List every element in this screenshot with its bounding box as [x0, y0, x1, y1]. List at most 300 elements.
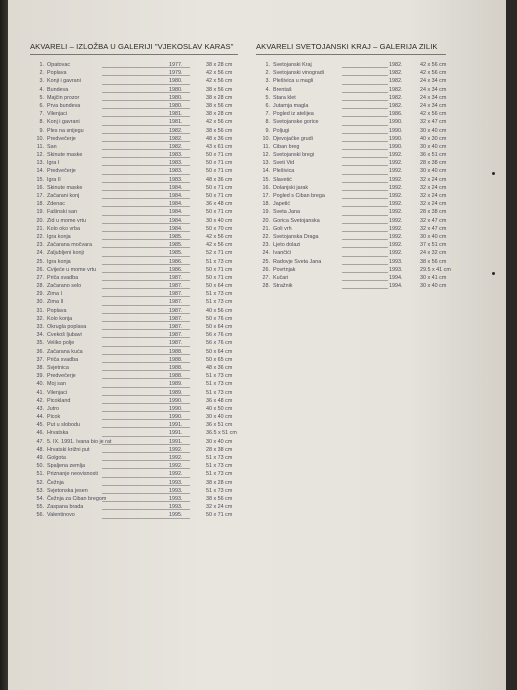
artwork-year: 1982.: [169, 135, 183, 142]
artwork-row: [256, 110, 502, 118]
pin-hole-mark: [492, 172, 495, 175]
artwork-title: Začarani konj: [47, 193, 80, 199]
artwork-dimensions: 36 x 48 cm: [206, 201, 233, 208]
left-column-heading: AKVARELI – IZLOŽBA U GALERIJI "VJEKOSLAV KARAS": [30, 42, 234, 51]
artwork-row: [30, 323, 252, 331]
artwork-number: 12.: [262, 152, 270, 159]
artwork-title: Predvečerje: [47, 135, 76, 142]
artwork-dimensions: 38 x 56 cm: [206, 102, 233, 109]
artwork-title: Konj i gavrani: [47, 119, 80, 126]
artwork-year: 1982.: [389, 86, 403, 93]
artwork-number: 14.: [36, 168, 44, 175]
artwork-row: [256, 258, 502, 266]
artwork-row: [30, 110, 252, 118]
artwork-year: 1981.: [169, 119, 183, 126]
artwork-number: 25.: [262, 258, 270, 265]
artwork-dimensions: 32 x 24 cm: [420, 201, 447, 208]
artwork-row: [256, 249, 502, 257]
artwork-number: 54.: [36, 495, 44, 502]
artwork-dimensions: 42 x 56 cm: [206, 70, 233, 77]
artwork-title: Spaljena zemlja: [47, 463, 86, 470]
artwork-row: [30, 135, 252, 143]
artwork-dimensions: 28 x 38 cm: [420, 160, 447, 167]
pin-hole-mark: [492, 272, 495, 275]
artwork-dimensions: 32 x 24 cm: [420, 184, 447, 191]
artwork-dimensions: 30 x 41 cm: [420, 274, 447, 281]
artwork-dimensions: 56 x 76 cm: [206, 340, 233, 347]
right-artwork-list: [256, 61, 502, 290]
artwork-row: [256, 77, 502, 85]
artwork-year: 1992.: [169, 446, 183, 453]
artwork-number: 13.: [262, 160, 270, 167]
artwork-title: Hrvatska: [47, 430, 69, 437]
artwork-dimensions: 36.5 x 51 cm: [206, 430, 237, 437]
artwork-year: 1979.: [169, 70, 183, 77]
artwork-number: 56.: [36, 512, 44, 519]
artwork-number: 33.: [36, 324, 44, 330]
artwork-title: Skinute maske: [47, 152, 83, 159]
artwork-dimensions: 38 x 56 cm: [206, 86, 233, 93]
artwork-number: 28.: [262, 283, 270, 290]
artwork-row: [256, 167, 502, 175]
artwork-title: Opatovac: [47, 62, 71, 68]
artwork-year: 1986.: [169, 258, 183, 265]
artwork-year: 1995.: [169, 512, 183, 519]
artwork-number: 48.: [36, 446, 44, 453]
artwork-year: 1987.: [169, 315, 183, 322]
artwork-dimensions: 50 x 71 cm: [206, 512, 233, 519]
artwork-row: [256, 151, 502, 159]
artwork-dimensions: 32 x 47 cm: [420, 217, 447, 224]
artwork-dimensions: 24 x 34 cm: [420, 78, 447, 85]
artwork-year: 1986.: [169, 266, 183, 273]
artwork-dimensions: 51 x 73 cm: [206, 258, 233, 265]
artwork-row: [30, 372, 252, 380]
artwork-row: [256, 118, 502, 126]
artwork-row: [256, 176, 502, 184]
artwork-number: 17.: [36, 193, 44, 199]
artwork-title: Kučari: [273, 274, 289, 281]
artwork-year: 1993.: [389, 266, 403, 273]
artwork-year: 1990.: [389, 127, 403, 134]
artwork-title: Zaljubljeni konji: [47, 250, 84, 257]
leader-line: [342, 239, 388, 240]
artwork-year: 1992.: [389, 225, 403, 232]
artwork-title: Jutarnja magla: [273, 102, 309, 109]
artwork-year: 1991.: [169, 430, 183, 437]
left-artwork-list: [30, 61, 252, 520]
artwork-title: Igra II: [47, 176, 61, 183]
artwork-dimensions: 51 x 73 cm: [206, 381, 233, 388]
artwork-row: [256, 61, 502, 69]
artwork-year: 1992.: [389, 176, 403, 183]
artwork-number: 30.: [36, 299, 44, 306]
artwork-number: 9.: [39, 127, 44, 134]
artwork-dimensions: 50 x 71 cm: [206, 193, 233, 199]
artwork-number: 27.: [36, 274, 44, 281]
artwork-year: 1977.: [169, 62, 183, 68]
artwork-number: 15.: [262, 176, 270, 183]
artwork-dimensions: 32 x 24 cm: [420, 193, 447, 199]
artwork-dimensions: 50 x 64 cm: [206, 324, 233, 330]
artwork-year: 1980.: [169, 86, 183, 93]
leader-line: [342, 272, 388, 273]
artwork-row: [256, 184, 502, 192]
artwork-year: 1992.: [389, 193, 403, 199]
artwork-title: Svetojanska Draga: [273, 233, 319, 240]
artwork-number: 2.: [39, 70, 44, 77]
artwork-row: [30, 258, 252, 266]
artwork-dimensions: 38 x 56 cm: [420, 258, 447, 265]
artwork-number: 10.: [262, 135, 270, 142]
artwork-title: Cvekoš ljubavi: [47, 332, 82, 339]
artwork-number: 7.: [39, 111, 44, 118]
leader-line: [342, 165, 388, 166]
artwork-number: 45.: [36, 422, 44, 429]
right-column-heading: AKVARELI SVETOJANSKI KRAJ – GALERIJA ZILIK: [256, 42, 438, 51]
artwork-title: Pogled s Ciban brega: [273, 193, 325, 199]
artwork-dimensions: 38 x 56 cm: [206, 495, 233, 502]
artwork-dimensions: 50 x 71 cm: [206, 184, 233, 191]
artwork-number: 5.: [39, 94, 44, 101]
artwork-dimensions: 42 x 56 cm: [420, 62, 447, 68]
artwork-dimensions: 50 x 70 cm: [206, 225, 233, 232]
artwork-row: [30, 151, 252, 159]
artwork-row: [30, 298, 252, 306]
artwork-number: 51.: [36, 471, 44, 478]
artwork-row: [30, 77, 252, 85]
artwork-year: 1987.: [169, 332, 183, 339]
leader-line: [342, 182, 388, 183]
artwork-row: [30, 356, 252, 364]
leader-line: [342, 141, 388, 142]
artwork-row: [256, 282, 502, 290]
artwork-title: Zima I: [47, 291, 62, 298]
artwork-dimensions: 32 x 24 cm: [420, 176, 447, 183]
artwork-year: 1990.: [169, 414, 183, 421]
artwork-title: Sveti Vid: [273, 160, 295, 167]
artwork-year: 1983.: [169, 176, 183, 183]
artwork-dimensions: 50 x 76 cm: [206, 315, 233, 322]
artwork-title: Goli vrh: [273, 225, 292, 232]
artwork-row: [256, 225, 502, 233]
artwork-dimensions: 30 x 40 cm: [420, 168, 447, 175]
artwork-dimensions: 30 x 40 cm: [420, 283, 447, 290]
artwork-year: 1987.: [169, 299, 183, 306]
artwork-number: 14.: [262, 168, 270, 175]
artwork-row: [30, 102, 252, 110]
artwork-number: 8.: [39, 119, 44, 126]
artwork-row: [30, 192, 252, 200]
artwork-row: [30, 364, 252, 372]
artwork-row: [256, 200, 502, 208]
leader-line: [342, 280, 388, 281]
artwork-number: 16.: [262, 184, 270, 191]
catalog-page: [8, 0, 506, 690]
artwork-dimensions: 38 x 28 cm: [206, 62, 233, 68]
artwork-number: 26.: [36, 266, 44, 273]
artwork-title: Stara klet: [273, 94, 296, 101]
artwork-year: 1990.: [389, 119, 403, 126]
artwork-row: [256, 208, 502, 216]
artwork-year: 1984.: [169, 193, 183, 199]
artwork-year: 1984.: [169, 217, 183, 224]
artwork-dimensions: 56 x 76 cm: [206, 332, 233, 339]
artwork-row: [256, 159, 502, 167]
artwork-title: Priznanje neovisnosti: [47, 471, 98, 478]
artwork-year: 1993.: [169, 479, 183, 486]
artwork-row: [30, 405, 252, 413]
artwork-row: [30, 454, 252, 462]
artwork-number: 24.: [262, 250, 270, 257]
artwork-row: [30, 397, 252, 405]
artwork-year: 1982.: [169, 127, 183, 134]
artwork-number: 6.: [39, 102, 44, 109]
artwork-row: [30, 413, 252, 421]
artwork-year: 1990.: [169, 405, 183, 412]
artwork-title: Poplava: [47, 307, 67, 314]
leader-line: [342, 92, 388, 93]
artwork-row: [30, 249, 252, 257]
artwork-title: Prva bundeva: [47, 102, 81, 109]
artwork-year: 1989.: [169, 389, 183, 396]
artwork-title: Plešivica u magli: [273, 78, 314, 85]
artwork-title: Skinute maske: [47, 184, 83, 191]
artwork-title: Kolo oko vrba: [47, 225, 80, 232]
artwork-number: 22.: [36, 233, 44, 240]
artwork-number: 13.: [36, 160, 44, 167]
artwork-year: 1992.: [389, 209, 403, 216]
artwork-title: Igra konja: [47, 258, 71, 265]
artwork-number: 31.: [36, 307, 44, 314]
artwork-dimensions: 29.5 x 41 cm: [420, 266, 451, 273]
artwork-year: 1982.: [389, 70, 403, 77]
artwork-title: Bundeva: [47, 86, 69, 93]
artwork-number: 41.: [36, 389, 44, 396]
artwork-year: 1985.: [169, 242, 183, 249]
artwork-year: 1986.: [389, 111, 403, 118]
artwork-title: Poljugi: [273, 127, 290, 134]
artwork-row: [30, 225, 252, 233]
artwork-year: 1992.: [389, 152, 403, 159]
artwork-title: Brentaš: [273, 86, 292, 93]
right-heading-underline: [256, 54, 446, 55]
artwork-dimensions: 40 x 30 cm: [420, 135, 447, 142]
artwork-row: [256, 135, 502, 143]
artwork-title: Zima II: [47, 299, 64, 306]
artwork-year: 1980.: [169, 78, 183, 85]
artwork-row: [30, 86, 252, 94]
artwork-row: [30, 118, 252, 126]
artwork-number: 22.: [262, 233, 270, 240]
artwork-number: 21.: [36, 225, 44, 232]
artwork-year: 1992.: [389, 250, 403, 257]
artwork-title: Povrtnjak: [273, 266, 296, 273]
artwork-year: 1988.: [169, 364, 183, 371]
artwork-dimensions: 30 x 40 cm: [206, 438, 233, 445]
artwork-row: [30, 495, 252, 503]
artwork-row: [30, 503, 252, 511]
artwork-dimensions: 36 x 51 cm: [206, 422, 233, 429]
artwork-dimensions: 30 x 40 cm: [420, 127, 447, 134]
leader-line: [342, 133, 388, 134]
artwork-dimensions: 51 x 73 cm: [206, 373, 233, 380]
artwork-year: 1992.: [389, 201, 403, 208]
artwork-year: 1984.: [169, 184, 183, 191]
artwork-title: Ciban breg: [273, 143, 300, 150]
artwork-number: 20.: [36, 217, 44, 224]
artwork-title: Veliko polje: [47, 340, 75, 347]
artwork-number: 26.: [262, 266, 270, 273]
artwork-dimensions: 50 x 71 cm: [206, 209, 233, 216]
artwork-row: [30, 274, 252, 282]
artwork-year: 1990.: [169, 397, 183, 404]
artwork-row: [256, 241, 502, 249]
artwork-number: 50.: [36, 463, 44, 470]
artwork-year: 1987.: [169, 324, 183, 330]
leader-line: [342, 198, 388, 199]
artwork-dimensions: 24 x 32 cm: [420, 250, 447, 257]
artwork-year: 1982.: [389, 102, 403, 109]
artwork-number: 4.: [39, 86, 44, 93]
artwork-year: 1990.: [389, 143, 403, 150]
artwork-number: 18.: [262, 201, 270, 208]
artwork-row: [30, 217, 252, 225]
leader-line: [342, 247, 388, 248]
artwork-title: Stražnik: [273, 283, 293, 290]
artwork-year: 1988.: [169, 348, 183, 355]
artwork-title: Konji i gavrani: [47, 78, 81, 85]
artwork-number: 47.: [36, 438, 44, 445]
artwork-year: 1993.: [169, 504, 183, 511]
artwork-number: 29.: [36, 291, 44, 298]
artwork-number: 19.: [36, 209, 44, 216]
artwork-title: Okrugla poplava: [47, 324, 87, 330]
artwork-dimensions: 32 x 47 cm: [420, 225, 447, 232]
artwork-number: 6.: [265, 102, 270, 109]
artwork-dimensions: 30 x 40 cm: [206, 414, 233, 421]
artwork-title: Vilenjaci: [47, 389, 67, 396]
artwork-year: 1980.: [169, 102, 183, 109]
artwork-title: Ivančići: [273, 250, 291, 257]
artwork-number: 16.: [36, 184, 44, 191]
artwork-title: Picok: [47, 414, 61, 421]
artwork-number: 8.: [265, 119, 270, 126]
artwork-number: 19.: [262, 209, 270, 216]
artwork-year: 1983.: [169, 152, 183, 159]
artwork-number: 44.: [36, 414, 44, 421]
artwork-year: 1980.: [169, 94, 183, 101]
artwork-title: Radovje Sveta Jana: [273, 258, 322, 265]
artwork-number: 25.: [36, 258, 44, 265]
artwork-number: 36.: [36, 348, 44, 355]
artwork-title: Golgota: [47, 455, 66, 461]
artwork-number: 42.: [36, 397, 44, 404]
artwork-number: 21.: [262, 225, 270, 232]
artwork-dimensions: 40 x 56 cm: [206, 307, 233, 314]
artwork-dimensions: 28 x 38 cm: [206, 446, 233, 453]
artwork-dimensions: 32 x 24 cm: [206, 504, 233, 511]
artwork-dimensions: 50 x 64 cm: [206, 283, 233, 290]
artwork-number: 15.: [36, 176, 44, 183]
artwork-year: 1992.: [389, 184, 403, 191]
artwork-dimensions: 50 x 71 cm: [206, 274, 233, 281]
artwork-row: [30, 200, 252, 208]
artwork-year: 1988.: [169, 356, 183, 363]
artwork-number: 52.: [36, 479, 44, 486]
artwork-dimensions: 36 x 51 cm: [420, 152, 447, 159]
leader-line: [342, 174, 388, 175]
artwork-year: 1994.: [389, 274, 403, 281]
leader-line: [342, 206, 388, 207]
artwork-year: 1984.: [169, 225, 183, 232]
leader-line: [342, 256, 388, 257]
artwork-dimensions: 30 x 40 cm: [420, 233, 447, 240]
leader-line: [342, 223, 388, 224]
artwork-number: 20.: [262, 217, 270, 224]
artwork-row: [256, 94, 502, 102]
artwork-number: 3.: [265, 78, 270, 85]
artwork-number: 23.: [36, 242, 44, 249]
artwork-title: Hrvatski križni put: [47, 446, 90, 453]
artwork-dimensions: 42 x 56 cm: [206, 242, 233, 249]
artwork-row: [30, 380, 252, 388]
leader-line: [342, 288, 388, 289]
artwork-dimensions: 50 x 71 cm: [206, 160, 233, 167]
artwork-title: Ples na snijegu: [47, 127, 84, 134]
artwork-title: Svetojanski vinogradi: [273, 70, 324, 77]
artwork-year: 1994.: [389, 283, 403, 290]
artwork-year: 1992.: [169, 471, 183, 478]
artwork-number: 5.: [265, 94, 270, 101]
artwork-year: 1992.: [389, 168, 403, 175]
artwork-row: [30, 208, 252, 216]
artwork-year: 1992.: [169, 463, 183, 470]
artwork-title: Ljeto dolazi: [273, 242, 301, 249]
artwork-row: [30, 61, 252, 69]
artwork-title: Priča svadba: [47, 274, 79, 281]
artwork-year: 1992.: [389, 217, 403, 224]
artwork-dimensions: 30 x 40 cm: [420, 143, 447, 150]
artwork-year: 1989.: [169, 381, 183, 388]
artwork-title: Priča svadba: [47, 356, 79, 363]
artwork-row: [30, 184, 252, 192]
artwork-title: Moj san: [47, 381, 66, 388]
artwork-title: San: [47, 143, 57, 150]
artwork-row: [30, 241, 252, 249]
artwork-year: 1981.: [169, 111, 183, 118]
artwork-row: [30, 331, 252, 339]
artwork-title: Vilenjaci: [47, 111, 67, 118]
leader-line: [342, 231, 388, 232]
artwork-title: Zaspana brada: [47, 504, 84, 511]
artwork-dimensions: 43 x 61 cm: [206, 143, 233, 150]
artwork-title: Dolanjski jarak: [273, 184, 309, 191]
artwork-number: 18.: [36, 201, 44, 208]
artwork-dimensions: 48 x 36 cm: [206, 364, 233, 371]
artwork-row: [30, 290, 252, 298]
artwork-row: [30, 339, 252, 347]
artwork-dimensions: 38 x 28 cm: [206, 111, 233, 118]
artwork-row: [30, 176, 252, 184]
artwork-title: Picokland: [47, 397, 71, 404]
artwork-row: [30, 470, 252, 478]
artwork-year: 1982.: [389, 62, 403, 68]
artwork-row: [30, 479, 252, 487]
artwork-year: 1985.: [169, 233, 183, 240]
leader-line: [342, 264, 388, 265]
artwork-row: [256, 102, 502, 110]
